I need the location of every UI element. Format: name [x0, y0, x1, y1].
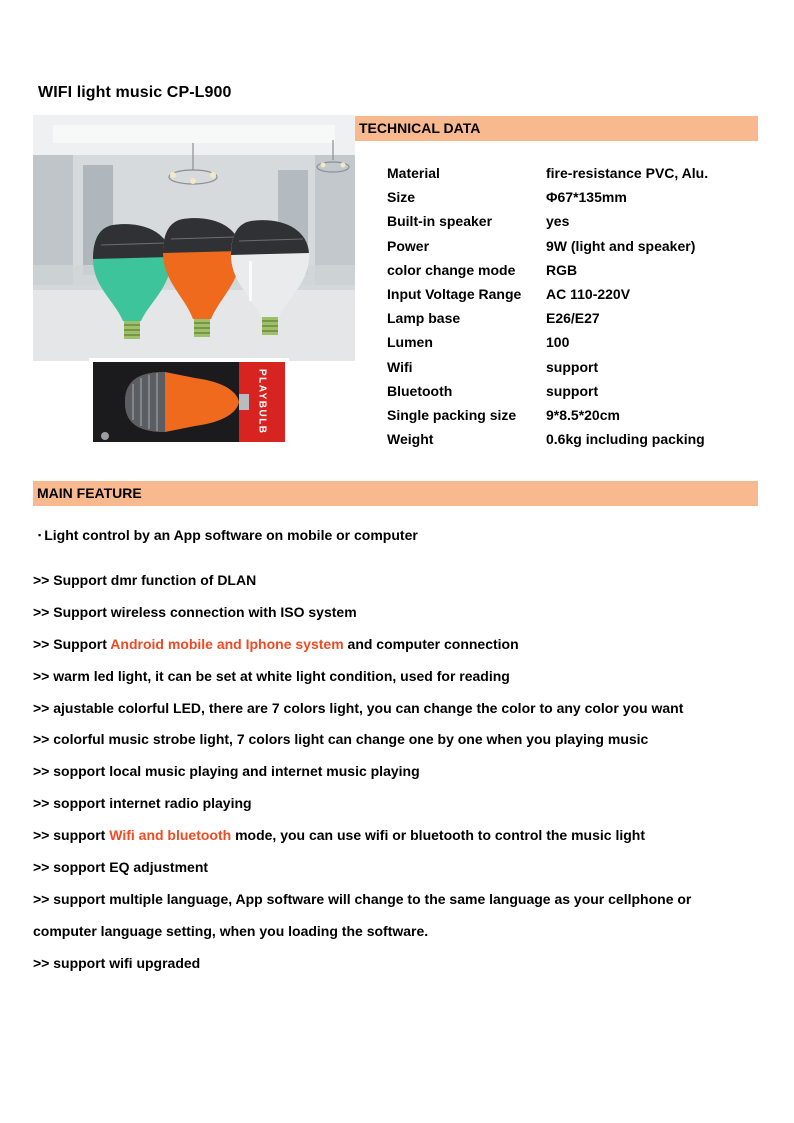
technical-data-heading: TECHNICAL DATA — [355, 116, 758, 141]
technical-data-table — [387, 161, 708, 451]
spec-row — [387, 282, 708, 306]
square-bullet-icon: ▪ — [38, 530, 42, 540]
box-brand-text: PLAYBULB — [256, 369, 268, 435]
spec-value: yes — [546, 213, 570, 230]
feature-item — [33, 857, 768, 889]
feature-item — [33, 825, 768, 857]
spec-value: 0.6kg including packing — [546, 431, 705, 448]
spec-row — [387, 234, 708, 258]
spec-value: RGB — [546, 261, 578, 278]
spec-row — [387, 161, 708, 185]
spec-value: fire-resistance PVC, Alu. — [546, 165, 709, 182]
spec-key: Lamp base — [387, 310, 461, 327]
feature-item — [33, 729, 768, 761]
feature-text: computer language setting, when you loading the software. — [33, 922, 429, 939]
feature-text: >> colorful music strobe light, 7 colors light can change one by one when you playing music — [33, 731, 649, 748]
spec-value: 9*8.5*20cm — [546, 406, 620, 423]
feature-item — [33, 889, 768, 921]
feature-item — [33, 698, 768, 730]
spec-key: Lumen — [387, 334, 433, 351]
main-feature-heading: MAIN FEATURE — [33, 481, 758, 506]
feature-highlight-text: Android mobile and Iphone system — [110, 635, 344, 652]
spec-row — [387, 306, 708, 330]
feature-text: >> support wifi upgraded — [33, 954, 201, 971]
spec-value: support — [546, 382, 599, 399]
spec-value: support — [546, 358, 599, 375]
feature-list — [33, 570, 768, 985]
spec-key: Built-in speaker — [387, 213, 493, 230]
spec-value: Φ67*135mm — [546, 189, 627, 206]
feature-text: >> ajustable colorful LED, there are 7 colors light, you can change the color to any color you want — [33, 699, 684, 716]
spec-row — [387, 355, 708, 379]
spec-key: Power — [387, 237, 430, 254]
spec-value: E26/E27 — [546, 310, 600, 327]
feature-text: and computer connection — [343, 635, 519, 652]
feature-item — [33, 602, 768, 634]
page-title: WIFI light music CP-L900 — [38, 84, 232, 101]
lead-feature — [38, 527, 418, 543]
spec-key: color change mode — [387, 261, 516, 278]
feature-text: mode, you can use wifi or bluetooth to control the music light — [231, 827, 645, 844]
spec-key: Material — [387, 165, 440, 182]
packaging-box-photo — [89, 358, 289, 446]
feature-text: >> Support dmr function of DLAN — [33, 572, 257, 588]
spec-row — [387, 258, 708, 282]
feature-item — [33, 761, 768, 793]
feature-text: >> support multiple language, App software will change to the same language as your cellphone or — [33, 890, 692, 907]
feature-item — [33, 953, 768, 985]
spec-key: Wifi — [387, 358, 413, 375]
feature-text: >> support — [33, 827, 110, 844]
feature-text: >> sopport local music playing and internet music playing — [33, 763, 420, 780]
feature-highlight-text: Wifi and bluetooth — [109, 827, 232, 844]
feature-text: >> Support — [33, 635, 111, 652]
feature-item — [33, 570, 768, 602]
spec-row — [387, 379, 708, 403]
spec-key: Size — [387, 189, 416, 206]
spec-row — [387, 330, 708, 354]
spec-key: Weight — [387, 431, 434, 448]
feature-text: >> sopport EQ adjustment — [33, 859, 209, 876]
spec-value: 9W (light and speaker) — [546, 237, 696, 254]
feature-item — [33, 793, 768, 825]
feature-item — [33, 634, 768, 666]
feature-text: >> sopport internet radio playing — [33, 795, 252, 812]
feature-item — [33, 666, 768, 698]
feature-item — [33, 921, 768, 953]
spec-key: Bluetooth — [387, 382, 453, 399]
spec-row — [387, 185, 708, 209]
spec-value: 100 — [546, 334, 570, 351]
spec-row — [387, 403, 708, 427]
feature-text: >> warm led light, it can be set at white light condition, used for reading — [33, 667, 510, 684]
feature-text: >> Support wireless connection with ISO system — [33, 603, 357, 620]
spec-row — [387, 209, 708, 233]
hero-product-photo — [33, 115, 355, 361]
lead-feature-text: Light control by an App software on mobile or computer — [44, 527, 418, 543]
spec-value: AC 110-220V — [546, 286, 631, 303]
spec-key: Input Voltage Range — [387, 286, 522, 303]
spec-key: Single packing size — [387, 406, 517, 423]
spec-row — [387, 427, 708, 451]
